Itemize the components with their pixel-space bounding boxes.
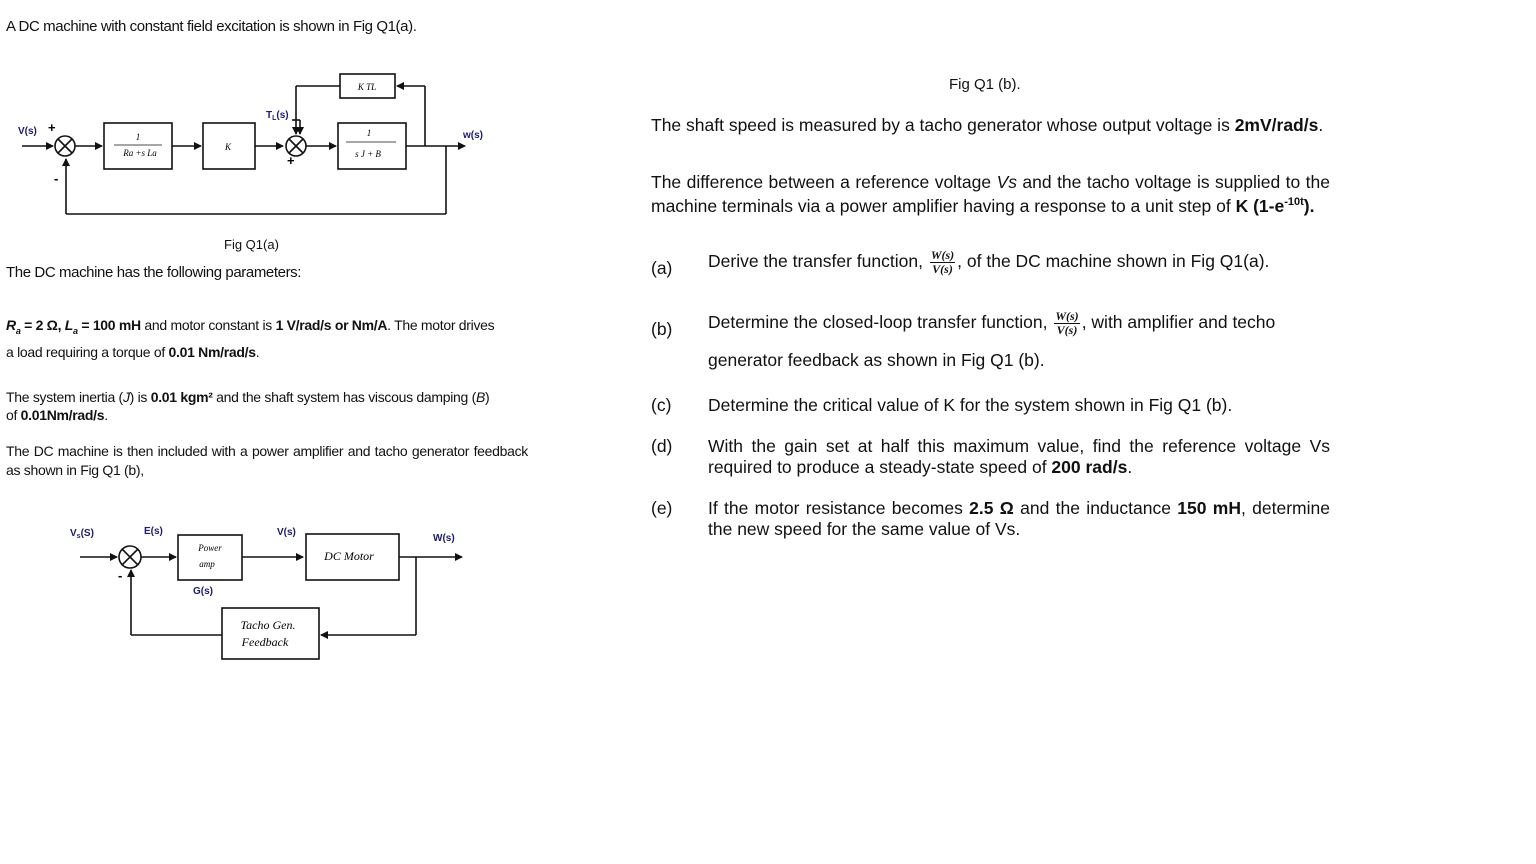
tacho-feedback-block: [222, 608, 319, 659]
minus-sign-b: -: [118, 568, 123, 583]
w-label: W(s): [433, 533, 455, 544]
plus-sign-2: +: [287, 153, 295, 168]
tacho-line2: Feedback: [241, 635, 289, 649]
question-a-text: Derive the transfer function, $\frac{W(s)}{V(s)}$ , of the DC machine shown in Fig Q1(a).: [708, 248, 1270, 276]
params-heading: The DC machine has the following parameters:: [6, 264, 302, 281]
plus-sign-1: +: [48, 120, 56, 135]
amp-line2: amp: [199, 559, 215, 569]
intro-text: A DC machine with constant field excitation is shown in Fig Q1(a).: [6, 18, 417, 35]
frac-a: $\frac{W(s)}{V(s)}$: [930, 248, 955, 276]
question-e-label: (e): [651, 498, 673, 518]
included-text: The DC machine is then included with a power amplifier and tacho generator feedback as shown in Fig Q1 (b),: [6, 443, 528, 478]
inertia-text: The system inertia (J) is 0.01 kgm² and the shaft system has viscous damping (B) of 0.01Nm/rad/s.: [6, 389, 490, 423]
output-label: w(s): [463, 130, 483, 141]
mechanical-block: [338, 123, 406, 169]
question-b-text: Determine the closed-loop transfer function, $\frac{W(s)}{V(s)}$ , with amplifier and techo: [708, 309, 1276, 337]
load-torque-label: $T_L(s)$: [266, 110, 289, 122]
block2-label: K: [225, 142, 232, 152]
block1-num: 1: [135, 132, 141, 142]
tacho-line1: Tacho Gen.: [240, 618, 296, 632]
vs-label: $V_s(S)$: [70, 528, 94, 540]
frac-b: $\frac{W(s)}{V(s)}$: [1055, 309, 1079, 337]
fig-q1a-diagram: [0, 60, 483, 230]
armature-block: [104, 123, 172, 169]
block3-den: s J + B: [355, 149, 381, 159]
v-label: V(s): [277, 527, 296, 538]
params-line-2: a load requiring a torque of 0.01 Nm/rad/s.: [6, 344, 260, 360]
question-c-label: (c): [651, 395, 672, 415]
fig-q1b-caption: Fig Q1 (b).: [949, 76, 1021, 93]
fig-q1b-diagram: [60, 520, 480, 670]
question-e-text: If the motor resistance becomes 2.5 Ω and the inductance 150 mH, determine the new speed for the same value of Vs.: [708, 498, 1330, 539]
input-label: V(s): [18, 126, 37, 137]
amp-line1: Power: [198, 543, 222, 553]
question-c-text: Determine the critical value of K for the system shown in Fig Q1 (b).: [708, 395, 1233, 415]
motor-label: DC Motor: [324, 549, 374, 563]
fig-q1a-caption: Fig Q1(a): [224, 237, 279, 252]
minus-sign-1: -: [54, 171, 59, 186]
shaft-speed-text: The shaft speed is measured by a tacho generator whose output voltage is 2mV/rad/s.: [651, 115, 1324, 135]
question-d-label: (d): [651, 436, 673, 456]
block1-den: Ra +s La: [123, 148, 157, 158]
params-line-1: $R_a = 2$ Ω, $L_a = 100$ mH and motor constant is 1 V/rad/s or Nm/A. The motor drives: [6, 317, 495, 336]
e-label: E(s): [144, 526, 163, 537]
question-b-label: (b): [651, 319, 673, 339]
block3-num: 1: [366, 128, 372, 138]
kt-block-label: K TL: [357, 82, 377, 92]
power-amp-block: [178, 535, 242, 580]
difference-text: The difference between a reference voltage Vs and the tacho voltage is supplied to the machine terminals via a power amplifier having a response to a unit step of K $(1-e^{-10t})$.: [651, 172, 1330, 216]
g-label: G(s): [193, 586, 213, 597]
question-b-line2: generator feedback as shown in Fig Q1 (b).: [708, 350, 1045, 370]
question-d-text: With the gain set at half this maximum value, find the reference voltage Vs required to produce a steady-state speed of 200 rad/s.: [708, 436, 1330, 477]
question-a-label: (a): [651, 258, 673, 278]
